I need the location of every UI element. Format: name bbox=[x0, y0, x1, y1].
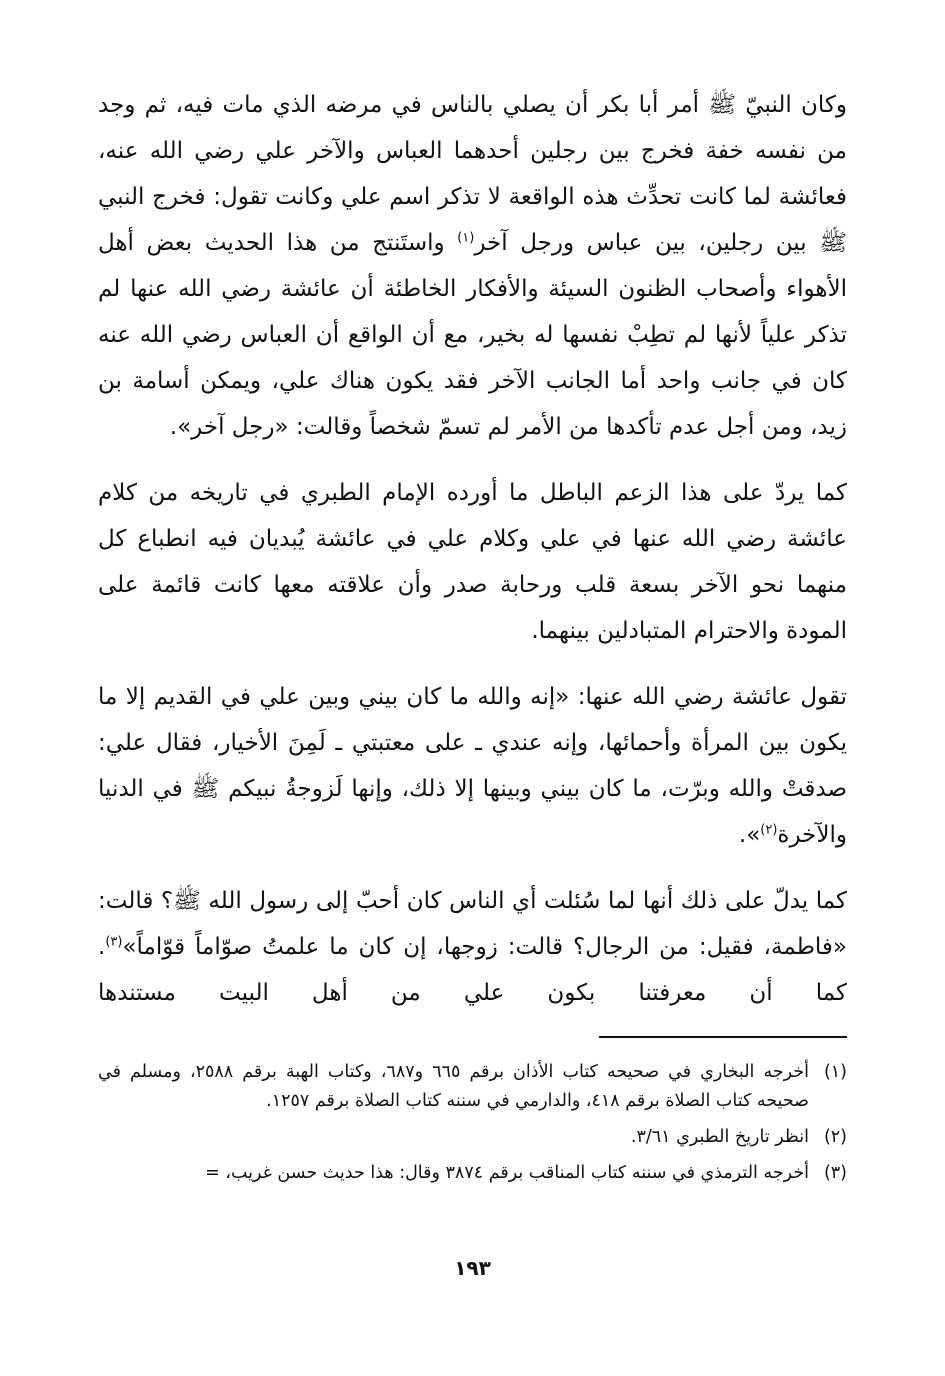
paragraph-3 bbox=[98, 674, 847, 858]
footnote-1-number: (١) bbox=[823, 1062, 847, 1082]
paragraph-3-text-b: ». bbox=[738, 822, 761, 848]
footnote-divider bbox=[599, 1036, 847, 1038]
footnote-1 bbox=[98, 1058, 847, 1116]
paragraph-3-text-a: تقول عائشة رضي الله عنها: «إنه والله ما كان بيني وبين علي في القديم إلا ما يكون بين المرأة وأحمائها، وإنه عندي ـ على معتبتي ـ لَمِنَ الأخيار، فقال علي: صدقتْ والله وبرّت، ما كان بيني وبينها إلا ذلك، وإنها لَزوجةُ نبيكم ﷺ في الدنيا والآخرة bbox=[98, 684, 847, 848]
footnote-2 bbox=[98, 1123, 847, 1152]
footnote-ref-2: (٢) bbox=[760, 822, 778, 838]
paragraph-2: كما يردّ على هذا الزعم الباطل ما أورده الإمام الطبري في تاريخه من كلام عائشة رضي الله عنها في علي وكلام علي في عائشة يُبديان فيه انطباع كل منهما نحو الآخر بسعة قلب ورحابة صدر وأن علاقته معها كانت قائمة على المودة والاحترام المتبادلين بينهما. bbox=[98, 480, 847, 644]
footnote-ref-1: (١) bbox=[457, 230, 475, 246]
footnote-3-number: (٣) bbox=[823, 1163, 847, 1183]
paragraph-1 bbox=[98, 82, 847, 450]
footnote-3-text: أخرجه الترمذي في سننه كتاب المناقب برقم ٣٨٧٤ وقال: هذا حديث حسن غريب، = bbox=[205, 1163, 809, 1183]
paragraph-4 bbox=[98, 878, 847, 1016]
footnote-1-text: أخرجه البخاري في صحيحه كتاب الأذان برقم ٦٦٥ و٦٨٧، وكتاب الهبة برقم ٢٥٨٨، ومسلم في صحيحه كتاب الصلاة برقم ٤١٨، والدارمي في سننه كتاب الصلاة برقم ١٢٥٧. bbox=[98, 1062, 809, 1111]
paragraph-4-text-a: كما يدلّ على ذلك أنها لما سُئلت أي الناس كان أحبّ إلى رسول الله ﷺ؟ قالت: «فاطمة، فقيل: من الرجال؟ قالت: زوجها، إن كان ما علمتُ صوّاماً قوّاماً» bbox=[98, 888, 847, 960]
footnote-2-number: (٢) bbox=[823, 1127, 847, 1147]
paragraph-4-text-b: . كما أن معرفتنا بكون علي من أهل البيت مستندها bbox=[98, 934, 847, 1006]
footnote-ref-3: (٣) bbox=[105, 934, 123, 950]
paragraph-1-text-b: واستَنتج من هذا الحديث بعض أهل الأهواء وأصحاب الظنون السيئة والأفكار الخاطئة أن عائشة رضي الله عنها لم تذكر علياً لأنها لم تطِبْ نفسها له بخير، مع أن الواقع أن العباس رضي الله عنه كان في جانب واحد أما الجانب الآخر فقد يكون هناك علي، ويمكن أسامة بن زيد، ومن أجل عدم تأكدها من الأمر لم تسمّ شخصاً وقالت: «رجل آخر». bbox=[98, 230, 847, 440]
footnote-3 bbox=[98, 1159, 847, 1188]
main-text bbox=[98, 82, 847, 1016]
page-number: ١٩٣ bbox=[454, 1256, 491, 1280]
footnote-2-text: انظر تاريخ الطبري ٣/٦١. bbox=[630, 1127, 809, 1147]
footnotes bbox=[98, 1058, 847, 1188]
paragraph-1-text-a: وكان النبيّ ﷺ أمر أبا بكر أن يصلي بالناس في مرضه الذي مات فيه، ثم وجد من نفسه خفة فخرج بين رجلين أحدهما العباس والآخر علي رضي الله عنه، فعائشة لما كانت تحدِّث هذه الواقعة لا تذكر اسم علي وكانت تقول: فخرج النبي ﷺ بين رجلين، بين عباس ورجل آخر bbox=[98, 92, 847, 256]
